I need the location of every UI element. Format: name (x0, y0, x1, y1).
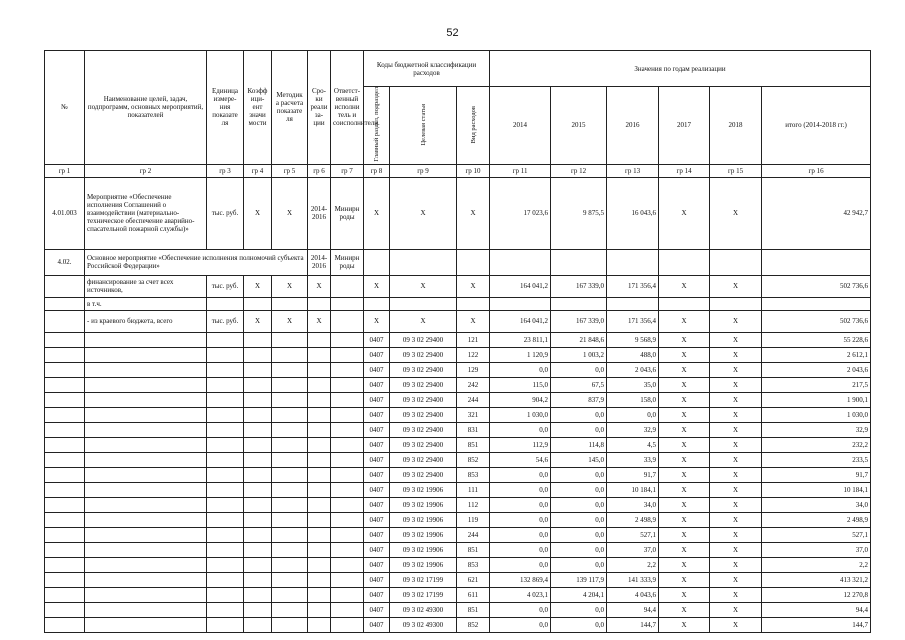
financing-code-section: X (364, 275, 390, 297)
row-code-article: 09 3 02 29400 (390, 392, 457, 407)
event-total: 42 942,7 (762, 177, 871, 249)
row-code-type: 831 (457, 422, 490, 437)
table-row (45, 587, 871, 602)
row-2017: X (659, 467, 710, 482)
column-number-row (45, 164, 871, 177)
financing-unit: тыс. руб. (207, 275, 244, 297)
budget-table (44, 50, 871, 633)
column-number: гр 15 (710, 164, 762, 177)
row-code-type: 244 (457, 392, 490, 407)
event-method: X (272, 177, 308, 249)
row-2014: 0,0 (490, 497, 551, 512)
header-terms: Сро-ки реали за-ции (308, 51, 331, 165)
header-responsible: Ответст-венный исполни тель и соисполнители (331, 51, 364, 165)
column-number: гр 12 (551, 164, 607, 177)
row-code-section: 0407 (364, 587, 390, 602)
row-2018: X (710, 407, 762, 422)
financing-name: финансирование за счет всех источников, (85, 275, 207, 297)
row-2017: X (659, 392, 710, 407)
row-2014: 0,0 (490, 362, 551, 377)
table-row (45, 362, 871, 377)
column-number: гр 6 (308, 164, 331, 177)
column-number: гр 9 (390, 164, 457, 177)
regional-2017: X (659, 310, 710, 332)
event-code-article: X (390, 177, 457, 249)
header-unit: Единица измере-ния показате ля (207, 51, 244, 165)
table-row (45, 527, 871, 542)
row-code-section: 0407 (364, 482, 390, 497)
incl-row (45, 297, 871, 310)
row-code-section: 0407 (364, 362, 390, 377)
table-row (45, 467, 871, 482)
row-2018: X (710, 512, 762, 527)
row-2018: X (710, 542, 762, 557)
table-row (45, 557, 871, 572)
row-2016: 144,7 (607, 617, 659, 632)
row-code-type: 852 (457, 452, 490, 467)
table-row (45, 407, 871, 422)
row-2017: X (659, 362, 710, 377)
row-2015: 0,0 (551, 467, 607, 482)
regional-row (45, 310, 871, 332)
row-2018: X (710, 557, 762, 572)
row-code-type: 111 (457, 482, 490, 497)
row-2015: 114,8 (551, 437, 607, 452)
regional-code-section: X (364, 310, 390, 332)
column-number: гр 1 (45, 164, 85, 177)
regional-2014: 164 041,2 (490, 310, 551, 332)
row-code-section: 0407 (364, 437, 390, 452)
row-code-type: 611 (457, 587, 490, 602)
row-total: 217,5 (762, 377, 871, 392)
column-number: гр 7 (331, 164, 364, 177)
header-name: Наименование целей, задач, подпрограмм, основных мероприятий, показателей (85, 51, 207, 165)
regional-code-article: X (390, 310, 457, 332)
row-2015: 0,0 (551, 482, 607, 497)
row-code-section: 0407 (364, 512, 390, 527)
event-code-section: X (364, 177, 390, 249)
row-code-section: 0407 (364, 542, 390, 557)
row-2018: X (710, 527, 762, 542)
row-code-article: 09 3 02 19906 (390, 557, 457, 572)
event-responsible: Минирн роды (331, 177, 364, 249)
row-2014: 23 811,1 (490, 332, 551, 347)
row-code-article: 09 3 02 29400 (390, 422, 457, 437)
incl-label: в т.ч. (85, 297, 207, 310)
financing-method: X (272, 275, 308, 297)
row-2014: 1 120,9 (490, 347, 551, 362)
row-2016: 9 568,9 (607, 332, 659, 347)
event-2014: 17 023,6 (490, 177, 551, 249)
row-code-type: 122 (457, 347, 490, 362)
row-code-section: 0407 (364, 392, 390, 407)
table-row (45, 542, 871, 557)
row-2015: 0,0 (551, 527, 607, 542)
column-number: гр 14 (659, 164, 710, 177)
event-row (45, 177, 871, 249)
row-code-section: 0407 (364, 407, 390, 422)
row-2014: 0,0 (490, 422, 551, 437)
table-row (45, 572, 871, 587)
header-no: № (45, 51, 85, 165)
row-2016: 0,0 (607, 407, 659, 422)
row-2015: 0,0 (551, 512, 607, 527)
row-2018: X (710, 602, 762, 617)
row-2016: 4,5 (607, 437, 659, 452)
row-2014: 0,0 (490, 617, 551, 632)
row-2014: 115,0 (490, 377, 551, 392)
row-2015: 21 848,6 (551, 332, 607, 347)
event-2017: X (659, 177, 710, 249)
row-2017: X (659, 587, 710, 602)
column-number: гр 13 (607, 164, 659, 177)
row-2017: X (659, 617, 710, 632)
main-event-responsible: Минирн роды (331, 249, 364, 275)
row-code-article: 09 3 02 17199 (390, 572, 457, 587)
row-total: 91,7 (762, 467, 871, 482)
row-2015: 0,0 (551, 542, 607, 557)
row-2016: 94,4 (607, 602, 659, 617)
row-2016: 33,9 (607, 452, 659, 467)
code-type-label: Вид расходов (469, 105, 477, 143)
row-2014: 0,0 (490, 527, 551, 542)
row-total: 2 612,1 (762, 347, 871, 362)
table-row (45, 497, 871, 512)
event-2018: X (710, 177, 762, 249)
row-2016: 141 333,9 (607, 572, 659, 587)
row-2018: X (710, 452, 762, 467)
row-2016: 37,0 (607, 542, 659, 557)
row-2016: 2,2 (607, 557, 659, 572)
event-no: 4.01.003 (45, 177, 85, 249)
row-2018: X (710, 392, 762, 407)
row-2014: 112,9 (490, 437, 551, 452)
row-code-article: 09 3 02 29400 (390, 452, 457, 467)
row-2017: X (659, 527, 710, 542)
row-2017: X (659, 572, 710, 587)
column-number: гр 3 (207, 164, 244, 177)
row-2016: 91,7 (607, 467, 659, 482)
row-2017: X (659, 512, 710, 527)
row-code-section: 0407 (364, 497, 390, 512)
row-2016: 35,0 (607, 377, 659, 392)
column-number: гр 2 (85, 164, 207, 177)
row-code-type: 119 (457, 512, 490, 527)
row-code-section: 0407 (364, 602, 390, 617)
table-row (45, 602, 871, 617)
regional-name: - из краевого бюджета, всего (85, 310, 207, 332)
financing-2014: 164 041,2 (490, 275, 551, 297)
row-code-type: 242 (457, 377, 490, 392)
row-2018: X (710, 617, 762, 632)
row-code-section: 0407 (364, 452, 390, 467)
header-budget-codes: Коды бюджетной классификации расходов (364, 51, 490, 87)
row-code-type: 852 (457, 617, 490, 632)
row-code-section: 0407 (364, 557, 390, 572)
header-year-2014: 2014 (490, 87, 551, 165)
row-code-article: 09 3 02 19906 (390, 497, 457, 512)
row-code-section: 0407 (364, 332, 390, 347)
row-2014: 0,0 (490, 482, 551, 497)
row-2017: X (659, 497, 710, 512)
row-2014: 0,0 (490, 512, 551, 527)
financing-2018: X (710, 275, 762, 297)
regional-coef: X (244, 310, 272, 332)
row-code-section: 0407 (364, 527, 390, 542)
row-code-type: 112 (457, 497, 490, 512)
column-number: гр 11 (490, 164, 551, 177)
header-year-2015: 2015 (551, 87, 607, 165)
row-2018: X (710, 572, 762, 587)
row-2018: X (710, 467, 762, 482)
header-total: итого (2014-2018 гг.) (762, 87, 871, 165)
row-2017: X (659, 557, 710, 572)
table-row (45, 332, 871, 347)
row-2017: X (659, 347, 710, 362)
table-row (45, 512, 871, 527)
financing-2017: X (659, 275, 710, 297)
column-number: гр 10 (457, 164, 490, 177)
financing-2016: 171 356,4 (607, 275, 659, 297)
row-2018: X (710, 482, 762, 497)
row-2018: X (710, 587, 762, 602)
row-code-section: 0407 (364, 467, 390, 482)
row-2014: 132 869,4 (490, 572, 551, 587)
row-2017: X (659, 422, 710, 437)
header-method: Методик а расчета показате ля (272, 51, 308, 165)
header-years-values: Значения по годам реализации (490, 51, 871, 87)
row-code-article: 09 3 02 29400 (390, 332, 457, 347)
column-number: гр 8 (364, 164, 390, 177)
row-code-article: 09 3 02 49300 (390, 602, 457, 617)
row-2016: 527,1 (607, 527, 659, 542)
row-code-section: 0407 (364, 347, 390, 362)
regional-code-type: X (457, 310, 490, 332)
regional-2018: X (710, 310, 762, 332)
row-2018: X (710, 377, 762, 392)
row-2016: 2 043,6 (607, 362, 659, 377)
row-2016: 34,0 (607, 497, 659, 512)
row-code-article: 09 3 02 29400 (390, 362, 457, 377)
row-code-article: 09 3 02 29400 (390, 347, 457, 362)
row-2017: X (659, 437, 710, 452)
row-total: 55 228,6 (762, 332, 871, 347)
event-terms: 2014-2016 (308, 177, 331, 249)
header-year-2017: 2017 (659, 87, 710, 165)
row-code-type: 121 (457, 332, 490, 347)
table-row (45, 452, 871, 467)
event-2015: 9 875,5 (551, 177, 607, 249)
financing-2015: 167 339,0 (551, 275, 607, 297)
row-code-type: 244 (457, 527, 490, 542)
financing-terms: X (308, 275, 331, 297)
row-total: 1 900,1 (762, 392, 871, 407)
row-code-section: 0407 (364, 422, 390, 437)
header-year-2016: 2016 (607, 87, 659, 165)
row-2015: 0,0 (551, 602, 607, 617)
row-2014: 0,0 (490, 542, 551, 557)
row-2015: 0,0 (551, 617, 607, 632)
row-2018: X (710, 332, 762, 347)
row-total: 32,9 (762, 422, 871, 437)
row-total: 144,7 (762, 617, 871, 632)
row-code-article: 09 3 02 19906 (390, 542, 457, 557)
row-total: 2 043,6 (762, 362, 871, 377)
table-row (45, 482, 871, 497)
row-2015: 0,0 (551, 362, 607, 377)
row-code-article: 09 3 02 29400 (390, 407, 457, 422)
row-code-type: 129 (457, 362, 490, 377)
main-event-name: Основное мероприятие «Обеспечение исполнения полномочий субъекта Российской Федерации» (85, 249, 308, 275)
main-event-terms: 2014-2016 (308, 249, 331, 275)
row-code-type: 621 (457, 572, 490, 587)
row-2017: X (659, 452, 710, 467)
main-event-no: 4.02. (45, 249, 85, 275)
header-year-2018: 2018 (710, 87, 762, 165)
row-2018: X (710, 422, 762, 437)
row-code-section: 0407 (364, 572, 390, 587)
financing-code-article: X (390, 275, 457, 297)
regional-terms: X (308, 310, 331, 332)
row-code-type: 853 (457, 467, 490, 482)
row-total: 2 498,9 (762, 512, 871, 527)
row-code-type: 851 (457, 542, 490, 557)
row-2017: X (659, 602, 710, 617)
row-2018: X (710, 437, 762, 452)
row-code-type: 851 (457, 602, 490, 617)
row-2018: X (710, 347, 762, 362)
header-code-type (457, 87, 490, 165)
header-row-1 (45, 51, 871, 87)
row-2015: 67,5 (551, 377, 607, 392)
financing-total: 502 736,6 (762, 275, 871, 297)
row-code-article: 09 3 02 19906 (390, 512, 457, 527)
row-code-type: 851 (457, 437, 490, 452)
financing-coef: X (244, 275, 272, 297)
row-code-section: 0407 (364, 617, 390, 632)
row-total: 34,0 (762, 497, 871, 512)
row-code-article: 09 3 02 29400 (390, 467, 457, 482)
row-code-section: 0407 (364, 377, 390, 392)
row-total: 232,2 (762, 437, 871, 452)
regional-unit: тыс. руб. (207, 310, 244, 332)
row-code-type: 321 (457, 407, 490, 422)
page-number: 52 (446, 27, 459, 39)
row-code-article: 09 3 02 29400 (390, 437, 457, 452)
row-total: 233,5 (762, 452, 871, 467)
row-total: 12 270,8 (762, 587, 871, 602)
row-total: 94,4 (762, 602, 871, 617)
row-2017: X (659, 407, 710, 422)
row-2015: 139 117,9 (551, 572, 607, 587)
row-2014: 0,0 (490, 467, 551, 482)
row-2015: 4 204,1 (551, 587, 607, 602)
row-total: 10 184,1 (762, 482, 871, 497)
row-2016: 4 043,6 (607, 587, 659, 602)
code-article-label: Целевая статья (419, 103, 427, 146)
row-2014: 0,0 (490, 602, 551, 617)
regional-total: 502 736,6 (762, 310, 871, 332)
table-row (45, 437, 871, 452)
row-2015: 0,0 (551, 422, 607, 437)
column-number: гр 5 (272, 164, 308, 177)
row-2014: 54,6 (490, 452, 551, 467)
row-total: 413 321,2 (762, 572, 871, 587)
regional-method: X (272, 310, 308, 332)
row-2015: 145,0 (551, 452, 607, 467)
table-row (45, 617, 871, 632)
regional-2016: 171 356,4 (607, 310, 659, 332)
row-code-article: 09 3 02 19906 (390, 482, 457, 497)
regional-2015: 167 339,0 (551, 310, 607, 332)
table-row (45, 347, 871, 362)
event-2016: 16 043,6 (607, 177, 659, 249)
financing-code-type: X (457, 275, 490, 297)
row-2016: 10 184,1 (607, 482, 659, 497)
event-name: Мероприятие «Обеспечение исполнения Соглашений о взаимодействии (материально-техническое обеспечение аварийно-спасательной пожарной службы)» (85, 177, 207, 249)
row-2017: X (659, 332, 710, 347)
table-row (45, 377, 871, 392)
header-code-article (390, 87, 457, 165)
financing-row (45, 275, 871, 297)
row-2018: X (710, 497, 762, 512)
header-coef: Коэфф ици-ент значи мости (244, 51, 272, 165)
event-coef: X (244, 177, 272, 249)
row-2016: 32,9 (607, 422, 659, 437)
row-total: 1 030,0 (762, 407, 871, 422)
code-section-label: Главный раздел, подраздел (373, 87, 380, 162)
row-total: 37,0 (762, 542, 871, 557)
row-2017: X (659, 482, 710, 497)
row-code-article: 09 3 02 17199 (390, 587, 457, 602)
row-2016: 2 498,9 (607, 512, 659, 527)
table-row (45, 422, 871, 437)
row-2014: 1 030,0 (490, 407, 551, 422)
row-total: 527,1 (762, 527, 871, 542)
column-number: гр 16 (762, 164, 871, 177)
row-code-article: 09 3 02 19906 (390, 527, 457, 542)
row-2015: 0,0 (551, 407, 607, 422)
row-2018: X (710, 362, 762, 377)
row-2014: 4 023,1 (490, 587, 551, 602)
row-2015: 1 003,2 (551, 347, 607, 362)
row-2017: X (659, 542, 710, 557)
event-unit: тыс. руб. (207, 177, 244, 249)
column-number: гр 4 (244, 164, 272, 177)
row-2017: X (659, 377, 710, 392)
row-2016: 488,0 (607, 347, 659, 362)
table-row (45, 392, 871, 407)
row-2015: 837,9 (551, 392, 607, 407)
row-2015: 0,0 (551, 557, 607, 572)
main-event-row (45, 249, 871, 275)
event-code-type: X (457, 177, 490, 249)
row-code-article: 09 3 02 49300 (390, 617, 457, 632)
row-total: 2,2 (762, 557, 871, 572)
row-code-type: 853 (457, 557, 490, 572)
row-2014: 904,2 (490, 392, 551, 407)
row-2016: 158,0 (607, 392, 659, 407)
row-2014: 0,0 (490, 557, 551, 572)
row-code-article: 09 3 02 29400 (390, 377, 457, 392)
row-2015: 0,0 (551, 497, 607, 512)
